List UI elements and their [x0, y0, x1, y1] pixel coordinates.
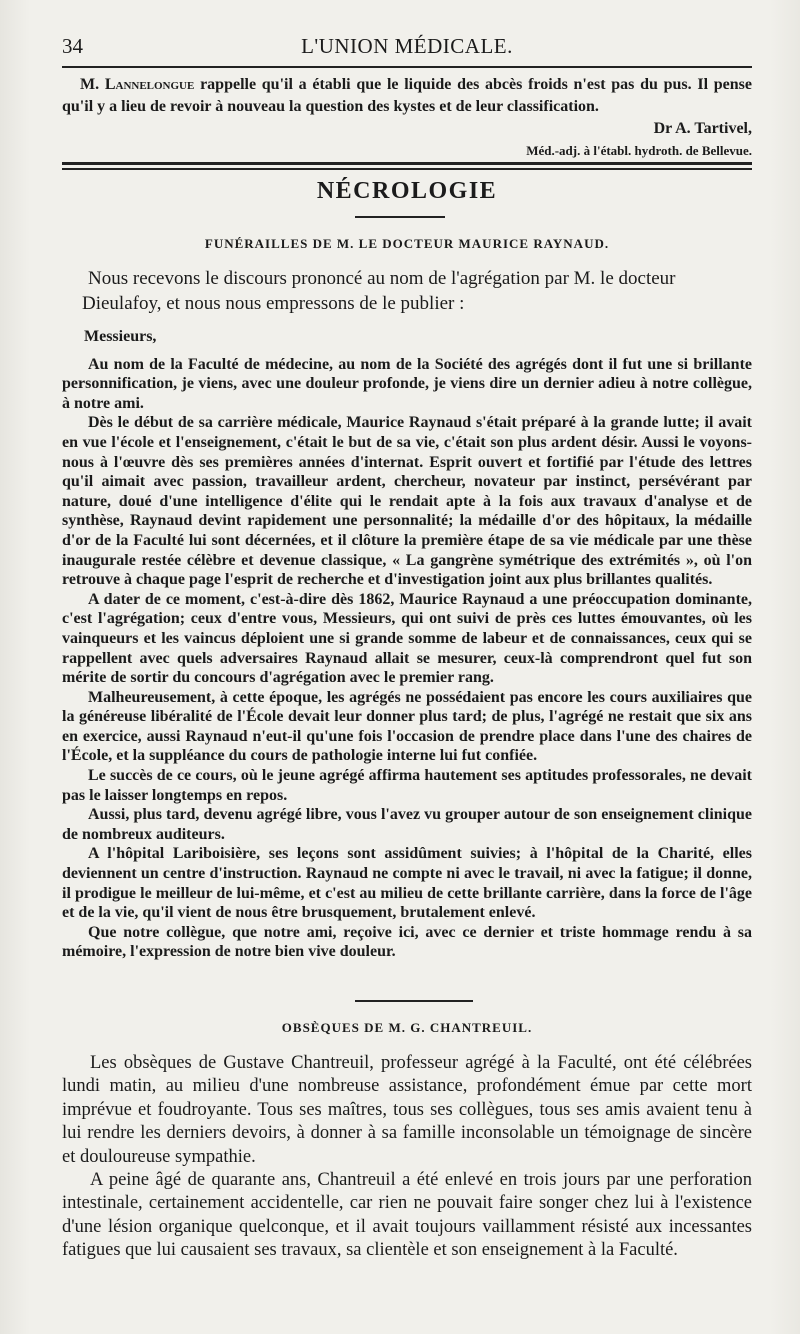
article-intro: [82, 266, 752, 316]
section-rule-bottom: [62, 168, 752, 170]
intro-line: Nous recevons le discours prononcé au nom de l'agrégation par M. le docteur: [88, 268, 676, 289]
speech-paragraph: Dès le début de sa carrière médicale, Maurice Raynaud s'était préparé à la grande lutte; il avait en vue l'école et l'enseignement, c'était le but de sa vie, c'était son plus ardent désir. Aussi le voyons-nous à l'œuvre dès ses premières années d'internat. Esprit ouvert et fortifié par l'étude des lettres qu'il aimait avec passion, travailleur ardent, chercheur, novateur par instinct, persévérant par nature, doué d'une intelligence d'élite qui le rendait apte à la fois aux travaux d'analyse et de synthèse, Raynaud devint rapidement une personnalité; la médaille d'or des hôpitaux, la médaille d'or de la Faculté lui sont décernées, et il clôture la première étape de sa vie médicale par une thèse inaugurale restée célèbre et devenue classique, « La gangrène symétrique des extrémités », où l'on retrouve à chaque page l'esprit de recherche et d'investigation joint aux plus brillantes qualités.: [62, 414, 752, 589]
speech-paragraph: Au nom de la Faculté de médecine, au nom de la Société des agrégés dont il fut une si brillante personnification, je viens, avec une douleur profonde, je viens dire un dernier adieu à notre collègue, à notre ami.: [62, 355, 752, 412]
speech-paragraph: Malheureusement, à cette époque, les agrégés ne possédaient pas encore les cours auxiliaires que la généreuse libéralité de l'École devait leur donner plus tard; de plus, l'agrégé ne restait que six ans en exercice, aussi Raynaud n'eut-il qu'une fois l'occasion de prendre place dans l'une des chaires de l'École, et la suppléance du cours de pathologie interne lui fut confiée.: [62, 688, 752, 765]
journal-title: L'UNION MÉDICALE.: [301, 34, 513, 58]
speech-paragraph: Le succès de ce cours, où le jeune agrégé affirma hautement ses aptitudes professorales, ne devait pas le laisser longtemps en repos.: [62, 767, 752, 804]
article-heading-chantreuil: OBSÈQUES DE M. G. CHANTREUIL.: [281, 1020, 533, 1035]
speech-paragraph: A dater de ce moment, c'est-à-dire dès 1862, Maurice Raynaud a une préoccupation dominante, c'est l'agrégation; ceux d'entre vous, Messieurs, qui ont suivi de près ces luttes émouvantes, où les vainqueurs et les vaincus déploient une si grande somme de labeur et de connaissances, ceux qui se rappellent avec quels adversaires Raynaud allait se mesurer, ceux-là comprendront quel fut son mérite de sortir du concours d'agrégation avec le premier rang.: [62, 590, 752, 687]
article-divider: [355, 1000, 473, 1002]
speech-paragraph: A l'hôpital Lariboisière, ses leçons sont assidûment suivies; à l'hôpital de la Charité, elles deviennent un centre d'instruction. Raynaud ne compte ni avec le travail, ni avec la fatigue; il donne, il prodigue le meilleur de lui-même, et c'est au milieu de cette brillante carrière, dans la force de l'âge et de la vie, qu'il vient de nous être brusquement, brutalement enlevé.: [62, 845, 752, 922]
section-rule-top: [62, 162, 752, 165]
page-number: 34: [62, 34, 83, 58]
speech-body: [62, 327, 752, 962]
obseques-paragraph: Les obsèques de Gustave Chantreuil, professeur agrégé à la Faculté, ont été célébrées lundi matin, au milieu d'une nombreuse assistance, profondément émue par cette mort imprévue et foudroyante. Tous ses maîtres, tous ses collègues, tous ses amis avaient tenu à lui rendre les derniers devoirs, à donner à sa famille inconsolable un témoignage de sincère et douloureuse sympathie.: [62, 1053, 752, 1167]
speech-paragraph: Aussi, plus tard, devenu agrégé libre, vous l'avez vu grouper autour de son enseignement clinique de nombreux auditeurs.: [62, 806, 752, 843]
author-name: Lannelongue: [104, 76, 195, 93]
section-title: NÉCROLOGIE: [316, 178, 498, 204]
signature-name: Dr A. Tartivel,: [653, 120, 752, 137]
letter-paragraph: M. Lannelongue rappelle qu'il a établi que le liquide des abcès froids n'est pas du pus. Il pense qu'il y a lieu de revoir à nouveau la question des kystes et de leur classification.: [62, 76, 752, 115]
letter-block: [62, 74, 752, 158]
intro-line: Dieulafoy, et nous nous empressons de le publier :: [82, 293, 465, 314]
signature-title: Méd.-adj. à l'établ. hydroth. de Bellevue.: [526, 143, 752, 158]
speech-salutation: Messieurs,: [84, 328, 157, 345]
title-divider: [355, 216, 445, 218]
article-heading-raynaud: FUNÉRAILLES DE M. LE DOCTEUR MAURICE RAYNAUD.: [204, 236, 610, 251]
header-rule: [62, 66, 752, 68]
speech-paragraph: Que notre collègue, que notre ami, reçoive ici, avec ce dernier et triste hommage rendu à sa mémoire, l'expression de notre bien vive douleur.: [62, 923, 752, 961]
obseques-body: [62, 1052, 752, 1263]
page-header: [62, 34, 752, 62]
obseques-paragraph: A peine âgé de quarante ans, Chantreuil a été enlevé en trois jours par une perforation intestinale, certainement accidentelle, car rien ne pouvait faire songer chez lui à l'existence d'une lésion organique quelconque, et il avait toujours vaillamment résisté aux incessantes fatigues que lui causaient ses travaux, sa clientèle et son enseignement à la Faculté.: [62, 1170, 752, 1261]
